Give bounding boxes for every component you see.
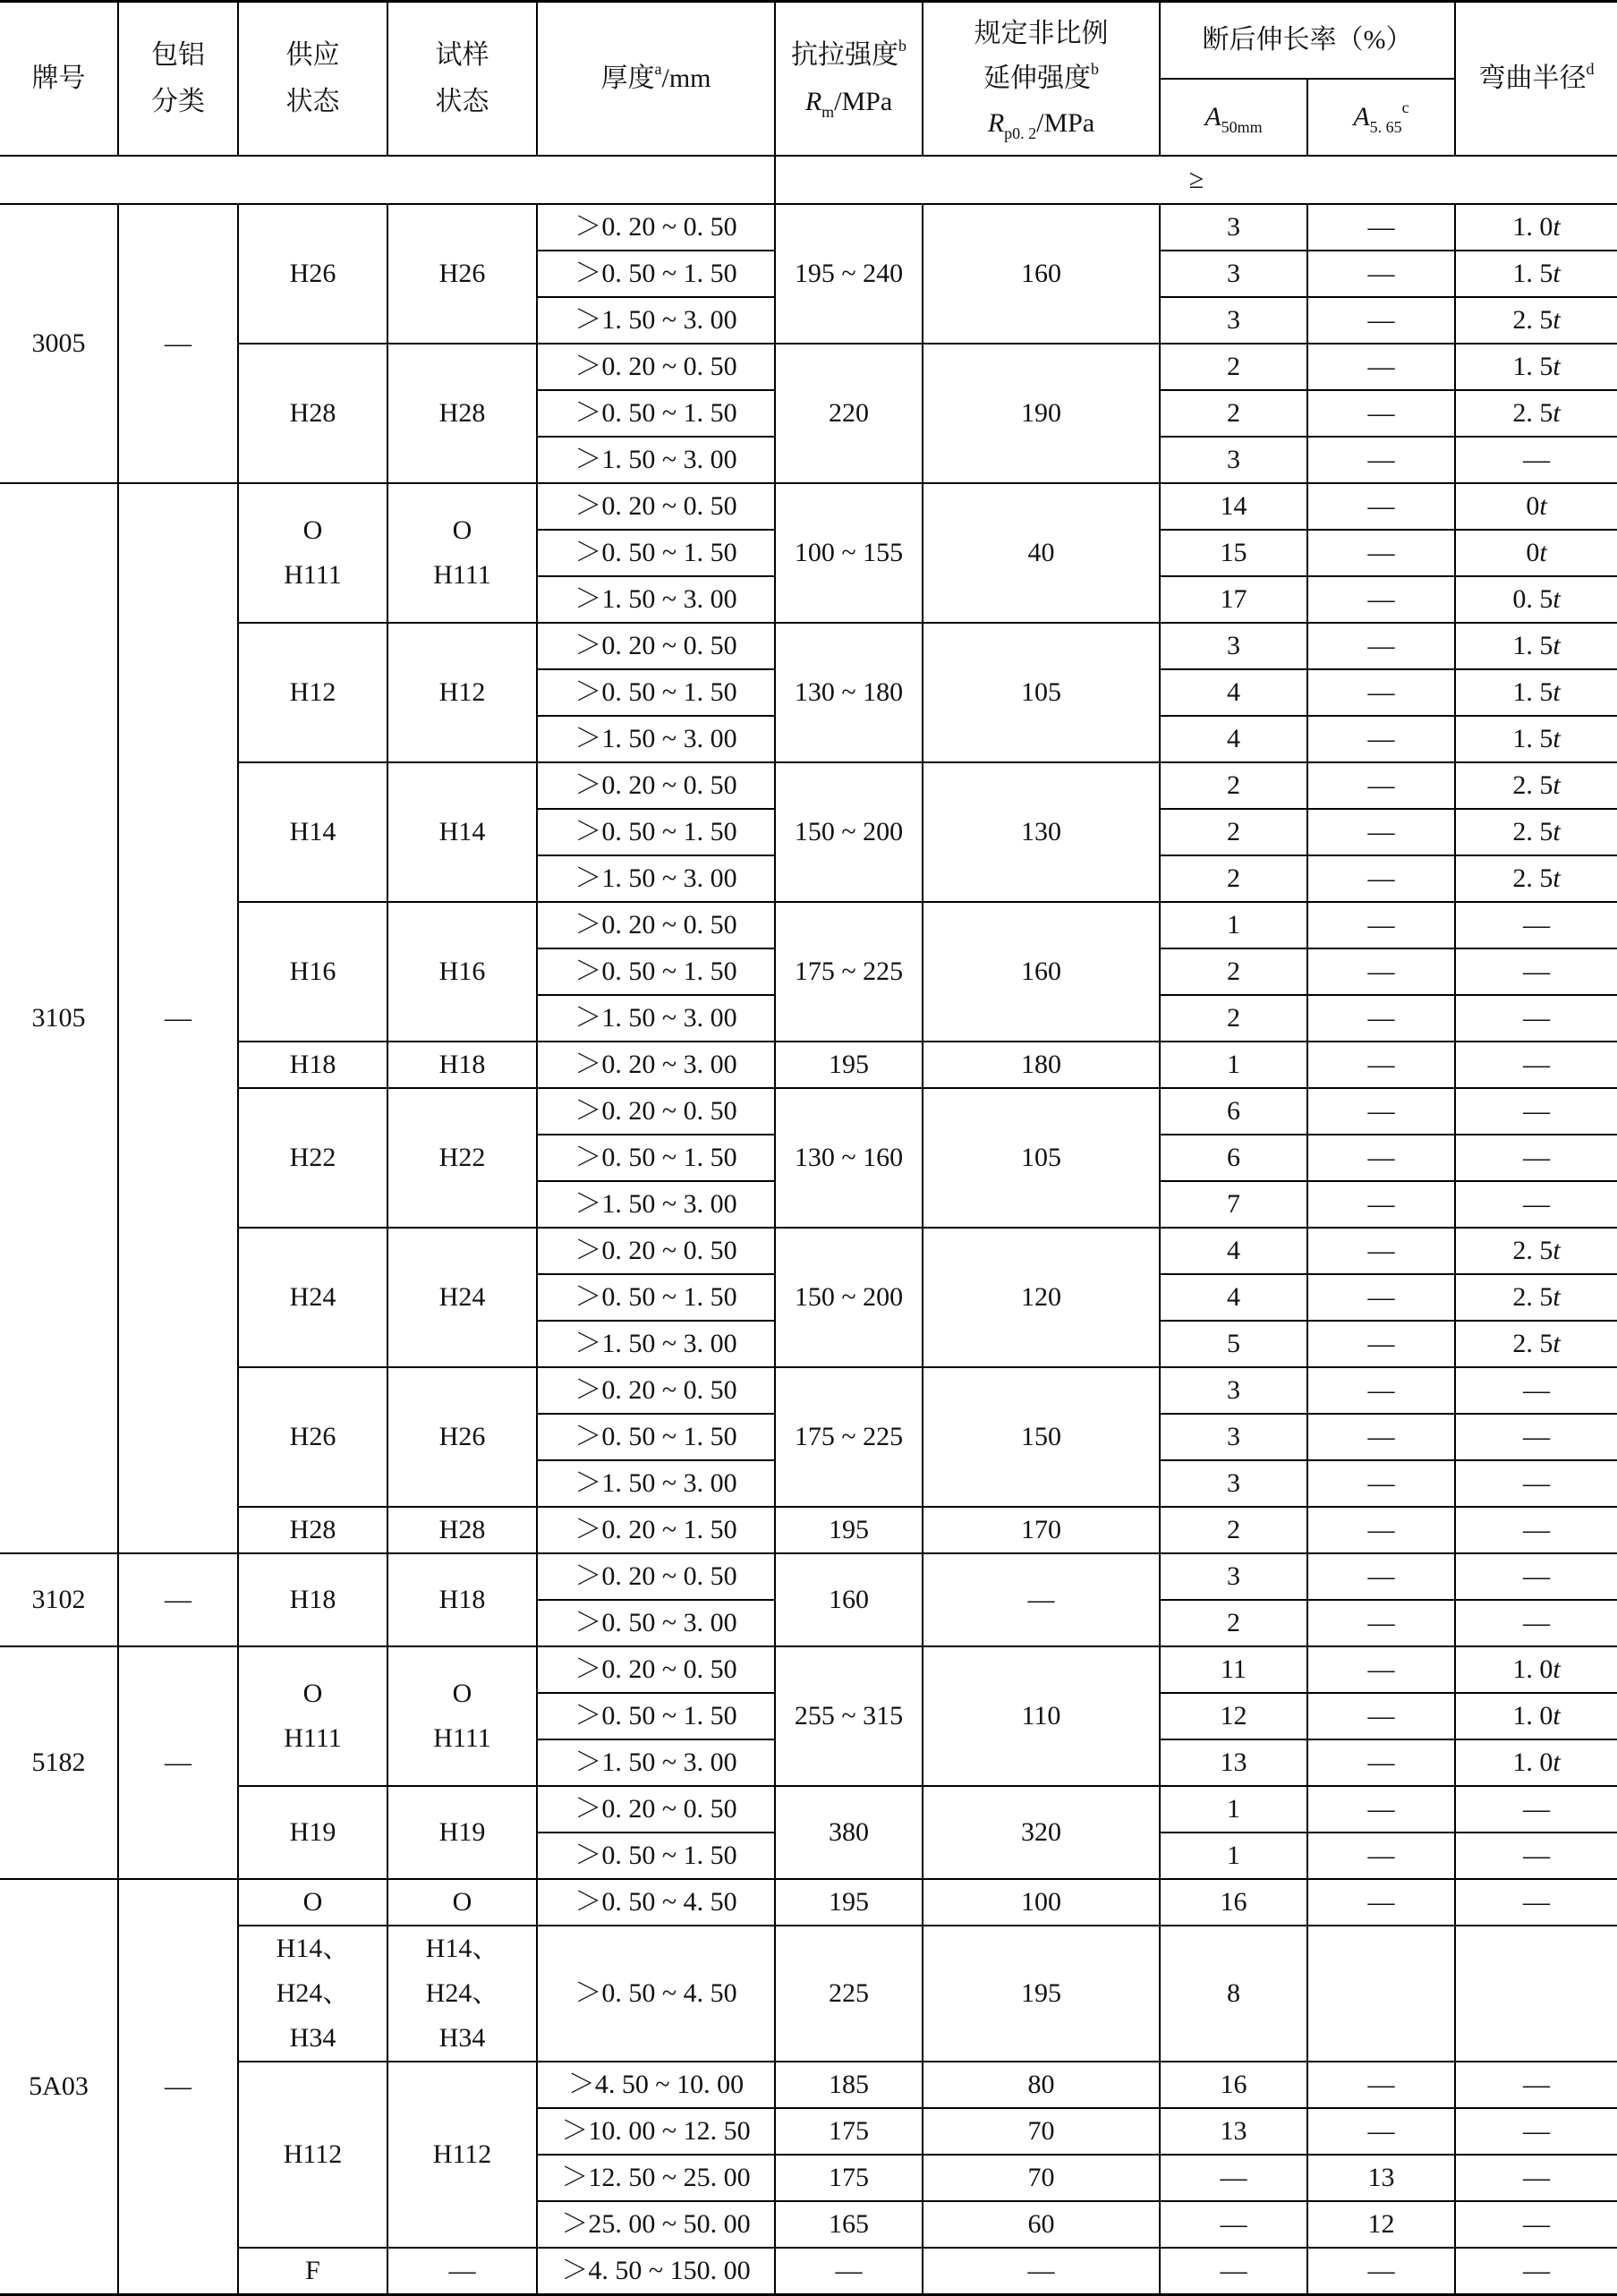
cell-bend-radius: 0t xyxy=(1455,483,1617,530)
table-body xyxy=(0,204,1617,2295)
cell-elongation-a50: — xyxy=(1160,2201,1307,2248)
header-spacer xyxy=(0,156,775,204)
cell-thickness: ＞0. 50 ~ 1. 50 xyxy=(537,1274,775,1321)
cell-elongation-a50: 14 xyxy=(1160,483,1307,530)
cell-bend-radius: — xyxy=(1455,1879,1617,1926)
cell-elongation-a50: 1 xyxy=(1160,1042,1307,1088)
cell-yield-strength: 105 xyxy=(923,1088,1160,1228)
cell-elongation-a565: — xyxy=(1307,2062,1455,2108)
cell-thickness: ＞0. 20 ~ 0. 50 xyxy=(537,762,775,809)
cell-supply-temper: H18 xyxy=(238,1553,387,1646)
cell-supply-temper: O xyxy=(238,1879,387,1926)
cell-bend-radius: — xyxy=(1455,2248,1617,2295)
cell-thickness: ＞0. 20 ~ 0. 50 xyxy=(537,1553,775,1600)
cell-elongation-a565: — xyxy=(1307,1553,1455,1600)
cell-elongation-a50: 3 xyxy=(1160,1414,1307,1460)
cell-elongation-a565: — xyxy=(1307,483,1455,530)
cell-sample-temper: H14、 H24、 H34 xyxy=(387,1926,537,2062)
cell-elongation-a565: — xyxy=(1307,2108,1455,2155)
cell-tensile-strength: 175 xyxy=(775,2155,923,2201)
cell-tensile-strength: 380 xyxy=(775,1786,923,1879)
cell-elongation-a565: — xyxy=(1307,1042,1455,1088)
cell-elongation-a565: — xyxy=(1307,995,1455,1042)
cell-thickness: ＞0. 50 ~ 4. 50 xyxy=(537,1926,775,2062)
cell-thickness: ＞4. 50 ~ 10. 00 xyxy=(537,2062,775,2108)
cell-elongation-a50: 4 xyxy=(1160,669,1307,716)
header-sample-temper: 试样 状态 xyxy=(387,2,537,157)
cell-thickness: ＞25. 00 ~ 50. 00 xyxy=(537,2201,775,2248)
cell-supply-temper: H12 xyxy=(238,623,387,762)
cell-grade: 3105 xyxy=(0,483,118,1553)
cell-sample-temper: H28 xyxy=(387,344,537,483)
cell-bend-radius: 1. 0t xyxy=(1455,204,1617,251)
cell-thickness: ＞0. 50 ~ 1. 50 xyxy=(537,948,775,995)
cell-elongation-a565: — xyxy=(1307,1786,1455,1833)
cell-bend-radius: 2. 5t xyxy=(1455,809,1617,855)
cell-elongation-a565: — xyxy=(1307,1833,1455,1879)
cell-elongation-a565: — xyxy=(1307,902,1455,948)
cell-supply-temper: H14、 H24、 H34 xyxy=(238,1926,387,2062)
header-grade: 牌号 xyxy=(0,2,118,157)
cell-elongation-a565: — xyxy=(1307,623,1455,669)
table-row xyxy=(0,204,1617,251)
cell-thickness: ＞0. 50 ~ 1. 50 xyxy=(537,1693,775,1739)
cell-bend-radius: — xyxy=(1455,995,1617,1042)
cell-elongation-a565: — xyxy=(1307,204,1455,251)
cell-elongation-a50: 3 xyxy=(1160,1553,1307,1600)
cell-elongation-a565: — xyxy=(1307,1228,1455,1274)
cell-elongation-a565: — xyxy=(1307,1274,1455,1321)
cell-bend-radius: — xyxy=(1455,2155,1617,2201)
cell-thickness: ＞1. 50 ~ 3. 00 xyxy=(537,1181,775,1228)
cell-elongation-a565: — xyxy=(1307,762,1455,809)
cell-tensile-strength: 195 xyxy=(775,1507,923,1553)
table-header xyxy=(0,2,1617,205)
cell-elongation-a565: — xyxy=(1307,1181,1455,1228)
cell-thickness: ＞1. 50 ~ 3. 00 xyxy=(537,437,775,483)
header-thickness: 厚度$^a$/mm xyxy=(537,2,775,157)
cell-elongation-a50: 6 xyxy=(1160,1088,1307,1135)
cell-supply-temper: H24 xyxy=(238,1228,387,1367)
table-row xyxy=(0,1786,1617,1833)
cell-supply-temper: H19 xyxy=(238,1786,387,1879)
cell-tensile-strength: 100 ~ 155 xyxy=(775,483,923,623)
cell-bend-radius: — xyxy=(1455,1367,1617,1414)
cell-thickness: ＞0. 50 ~ 1. 50 xyxy=(537,669,775,716)
cell-sample-temper: H18 xyxy=(387,1553,537,1646)
cell-sample-temper: H26 xyxy=(387,204,537,344)
cell-yield-strength: 60 xyxy=(923,2201,1160,2248)
table-row xyxy=(0,1367,1617,1414)
cell-elongation-a565: — xyxy=(1307,1367,1455,1414)
cell-elongation-a50: 3 xyxy=(1160,1460,1307,1507)
cell-elongation-a565: — xyxy=(1307,1693,1455,1739)
cell-elongation-a565: — xyxy=(1307,390,1455,437)
cell-elongation-a50: 7 xyxy=(1160,1181,1307,1228)
cell-bend-radius: 1. 5t xyxy=(1455,251,1617,297)
cell-tensile-strength: 175 ~ 225 xyxy=(775,1367,923,1507)
cell-thickness: ＞0. 20 ~ 0. 50 xyxy=(537,344,775,390)
cell-bend-radius xyxy=(1455,1926,1617,2062)
cell-elongation-a565: — xyxy=(1307,855,1455,902)
cell-yield-strength: — xyxy=(923,2248,1160,2295)
header-supply-temper: 供应 状态 xyxy=(238,2,387,157)
cell-elongation-a565 xyxy=(1307,1926,1455,2062)
cell-elongation-a565: — xyxy=(1307,1321,1455,1367)
cell-bend-radius: 1. 5t xyxy=(1455,716,1617,762)
cell-bend-radius: 1. 5t xyxy=(1455,669,1617,716)
cell-thickness: ＞0. 50 ~ 1. 50 xyxy=(537,1135,775,1181)
cell-sample-temper: H22 xyxy=(387,1088,537,1228)
cell-yield-strength: 190 xyxy=(923,344,1160,483)
cell-elongation-a50: 2 xyxy=(1160,948,1307,995)
table-row xyxy=(0,1553,1617,1600)
table-row xyxy=(0,1926,1617,2062)
table-row xyxy=(0,762,1617,809)
cell-bend-radius: 2. 5t xyxy=(1455,855,1617,902)
cell-grade: 5A03 xyxy=(0,1879,118,2295)
table-row xyxy=(0,1646,1617,1693)
cell-tensile-strength: 130 ~ 180 xyxy=(775,623,923,762)
cell-supply-temper: H18 xyxy=(238,1042,387,1088)
cell-supply-temper: O H111 xyxy=(238,1646,387,1786)
cell-bend-radius: — xyxy=(1455,1507,1617,1553)
cell-supply-temper: H22 xyxy=(238,1088,387,1228)
cell-thickness: ＞0. 50 ~ 1. 50 xyxy=(537,530,775,576)
header-a50: $A_{50mm}$ xyxy=(1160,79,1307,156)
cell-supply-temper: H28 xyxy=(238,344,387,483)
table-row xyxy=(0,2248,1617,2295)
cell-bend-radius: 1. 5t xyxy=(1455,623,1617,669)
cell-yield-strength: 160 xyxy=(923,902,1160,1042)
cell-bend-radius: 2. 5t xyxy=(1455,762,1617,809)
cell-thickness: ＞0. 20 ~ 0. 50 xyxy=(537,902,775,948)
table-row xyxy=(0,902,1617,948)
cell-bend-radius: 2. 5t xyxy=(1455,1321,1617,1367)
cell-elongation-a50: 5 xyxy=(1160,1321,1307,1367)
cell-thickness: ＞0. 50 ~ 1. 50 xyxy=(537,1833,775,1879)
cell-elongation-a50: 4 xyxy=(1160,1228,1307,1274)
cell-elongation-a565: — xyxy=(1307,948,1455,995)
cell-bend-radius: — xyxy=(1455,437,1617,483)
cell-thickness: ＞1. 50 ~ 3. 00 xyxy=(537,297,775,344)
cell-bend-radius: — xyxy=(1455,1042,1617,1088)
cell-thickness: ＞4. 50 ~ 150. 00 xyxy=(537,2248,775,2295)
cell-bend-radius: — xyxy=(1455,1088,1617,1135)
cell-tensile-strength: 195 ~ 240 xyxy=(775,204,923,344)
cell-elongation-a50: 2 xyxy=(1160,1507,1307,1553)
cell-elongation-a50: 11 xyxy=(1160,1646,1307,1693)
cell-elongation-a565: — xyxy=(1307,716,1455,762)
cell-elongation-a565: — xyxy=(1307,437,1455,483)
cell-elongation-a50: 1 xyxy=(1160,1833,1307,1879)
cell-bend-radius: 1. 0t xyxy=(1455,1739,1617,1786)
cell-elongation-a565: — xyxy=(1307,576,1455,623)
cell-thickness: ＞0. 20 ~ 0. 50 xyxy=(537,1646,775,1693)
cell-supply-temper: H28 xyxy=(238,1507,387,1553)
cell-supply-temper: F xyxy=(238,2248,387,2295)
cell-yield-strength: 120 xyxy=(923,1228,1160,1367)
cell-thickness: ＞0. 20 ~ 1. 50 xyxy=(537,1507,775,1553)
cell-thickness: ＞1. 50 ~ 3. 00 xyxy=(537,1321,775,1367)
cell-thickness: ＞0. 50 ~ 1. 50 xyxy=(537,809,775,855)
cell-supply-temper: H14 xyxy=(238,762,387,902)
cell-tensile-strength: 185 xyxy=(775,2062,923,2108)
table-row xyxy=(0,1088,1617,1135)
cell-elongation-a50: 2 xyxy=(1160,1600,1307,1646)
cell-elongation-a565: — xyxy=(1307,1600,1455,1646)
cell-elongation-a50: 13 xyxy=(1160,1739,1307,1786)
cell-bend-radius: — xyxy=(1455,1786,1617,1833)
cell-tensile-strength: 195 xyxy=(775,1042,923,1088)
cell-thickness: ＞0. 50 ~ 4. 50 xyxy=(537,1879,775,1926)
cell-tensile-strength: 175 xyxy=(775,2108,923,2155)
cell-tensile-strength: 195 xyxy=(775,1879,923,1926)
cell-grade: 3005 xyxy=(0,204,118,483)
cell-elongation-a565: — xyxy=(1307,297,1455,344)
cell-thickness: ＞1. 50 ~ 3. 00 xyxy=(537,1739,775,1786)
cell-sample-temper: H19 xyxy=(387,1786,537,1879)
cell-yield-strength: 170 xyxy=(923,1507,1160,1553)
cell-bend-radius: — xyxy=(1455,1414,1617,1460)
cell-supply-temper: H16 xyxy=(238,902,387,1042)
cell-yield-strength: 100 xyxy=(923,1879,1160,1926)
cell-bend-radius: 2. 5t xyxy=(1455,1274,1617,1321)
cell-thickness: ＞0. 50 ~ 3. 00 xyxy=(537,1600,775,1646)
cell-thickness: ＞12. 50 ~ 25. 00 xyxy=(537,2155,775,2201)
cell-elongation-a50: 6 xyxy=(1160,1135,1307,1181)
cell-cladding: — xyxy=(118,1646,238,1879)
cell-elongation-a565: — xyxy=(1307,1460,1455,1507)
cell-bend-radius: — xyxy=(1455,1600,1617,1646)
table-row xyxy=(0,623,1617,669)
cell-elongation-a565: — xyxy=(1307,1414,1455,1460)
cell-sample-temper: H16 xyxy=(387,902,537,1042)
cell-bend-radius: 1. 0t xyxy=(1455,1646,1617,1693)
table-row xyxy=(0,1228,1617,1274)
cell-elongation-a565: — xyxy=(1307,1879,1455,1926)
cell-thickness: ＞0. 20 ~ 0. 50 xyxy=(537,1786,775,1833)
cell-yield-strength: 105 xyxy=(923,623,1160,762)
cell-bend-radius: — xyxy=(1455,2062,1617,2108)
cell-elongation-a50: 12 xyxy=(1160,1693,1307,1739)
cell-elongation-a50: 3 xyxy=(1160,297,1307,344)
cell-thickness: ＞0. 50 ~ 1. 50 xyxy=(537,251,775,297)
cell-elongation-a50: 16 xyxy=(1160,1879,1307,1926)
cell-thickness: ＞0. 20 ~ 3. 00 xyxy=(537,1042,775,1088)
cell-tensile-strength: 175 ~ 225 xyxy=(775,902,923,1042)
cell-grade: 3102 xyxy=(0,1553,118,1646)
cell-elongation-a565: — xyxy=(1307,2248,1455,2295)
cell-tensile-strength: — xyxy=(775,2248,923,2295)
table-row xyxy=(0,2062,1617,2108)
cell-tensile-strength: 150 ~ 200 xyxy=(775,1228,923,1367)
cell-bend-radius: — xyxy=(1455,902,1617,948)
cell-yield-strength: 160 xyxy=(923,204,1160,344)
header-cladding: 包铝 分类 xyxy=(118,2,238,157)
cell-tensile-strength: 225 xyxy=(775,1926,923,2062)
cell-elongation-a50: 3 xyxy=(1160,623,1307,669)
cell-elongation-a50: 2 xyxy=(1160,809,1307,855)
cell-elongation-a565: — xyxy=(1307,669,1455,716)
cell-elongation-a50: 2 xyxy=(1160,762,1307,809)
cell-cladding: — xyxy=(118,1553,238,1646)
cell-yield-strength: 130 xyxy=(923,762,1160,902)
header-a565: $A_{5. 65}^c$ xyxy=(1307,79,1455,156)
cell-cladding: — xyxy=(118,204,238,483)
cell-thickness: ＞1. 50 ~ 3. 00 xyxy=(537,716,775,762)
header-tensile-strength: 抗拉强度$^b$ $R_m$/MPa xyxy=(775,2,923,157)
cell-elongation-a50: 8 xyxy=(1160,1926,1307,2062)
cell-elongation-a50: 3 xyxy=(1160,1367,1307,1414)
cell-elongation-a50: 3 xyxy=(1160,251,1307,297)
cell-thickness: ＞0. 50 ~ 1. 50 xyxy=(537,1414,775,1460)
cell-elongation-a565: — xyxy=(1307,1507,1455,1553)
cell-sample-temper: H28 xyxy=(387,1507,537,1553)
cell-bend-radius: — xyxy=(1455,1135,1617,1181)
cell-tensile-strength: 130 ~ 160 xyxy=(775,1088,923,1228)
cell-tensile-strength: 255 ~ 315 xyxy=(775,1646,923,1786)
cell-elongation-a565: 13 xyxy=(1307,2155,1455,2201)
cell-yield-strength: 40 xyxy=(923,483,1160,623)
cell-elongation-a565: — xyxy=(1307,1646,1455,1693)
cell-yield-strength: — xyxy=(923,1553,1160,1646)
cell-bend-radius: 0. 5t xyxy=(1455,576,1617,623)
cell-elongation-a50: 3 xyxy=(1160,437,1307,483)
cell-sample-temper: H18 xyxy=(387,1042,537,1088)
cell-thickness: ＞0. 20 ~ 0. 50 xyxy=(537,623,775,669)
cell-elongation-a50: 4 xyxy=(1160,1274,1307,1321)
cell-elongation-a565: — xyxy=(1307,1088,1455,1135)
cell-bend-radius: — xyxy=(1455,1833,1617,1879)
cell-thickness: ＞1. 50 ~ 3. 00 xyxy=(537,855,775,902)
cell-thickness: ＞1. 50 ~ 3. 00 xyxy=(537,1460,775,1507)
cell-sample-temper: O H111 xyxy=(387,483,537,623)
header-elongation: 断后伸长率（%） xyxy=(1160,2,1455,80)
cell-bend-radius: 1. 0t xyxy=(1455,1693,1617,1739)
cell-elongation-a50: — xyxy=(1160,2155,1307,2201)
cell-bend-radius: — xyxy=(1455,948,1617,995)
cell-elongation-a565: — xyxy=(1307,251,1455,297)
cell-yield-strength: 150 xyxy=(923,1367,1160,1507)
cell-elongation-a565: 12 xyxy=(1307,2201,1455,2248)
cell-sample-temper: H112 xyxy=(387,2062,537,2248)
cell-yield-strength: 70 xyxy=(923,2155,1160,2201)
cell-sample-temper: — xyxy=(387,2248,537,2295)
cell-elongation-a50: 15 xyxy=(1160,530,1307,576)
cell-elongation-a50: 3 xyxy=(1160,204,1307,251)
header-yield-strength: 规定非比例 延伸强度$^b$ $R_{p0. 2}$/MPa xyxy=(923,2,1160,157)
cell-elongation-a565: — xyxy=(1307,1739,1455,1786)
cell-sample-temper: H26 xyxy=(387,1367,537,1507)
cell-sample-temper: O xyxy=(387,1879,537,1926)
cell-elongation-a50: 2 xyxy=(1160,995,1307,1042)
cell-bend-radius: 2. 5t xyxy=(1455,297,1617,344)
table-row xyxy=(0,344,1617,390)
cell-tensile-strength: 150 ~ 200 xyxy=(775,762,923,902)
cell-elongation-a565: — xyxy=(1307,530,1455,576)
cell-thickness: ＞0. 20 ~ 0. 50 xyxy=(537,483,775,530)
cell-bend-radius: 2. 5t xyxy=(1455,390,1617,437)
cell-sample-temper: O H111 xyxy=(387,1646,537,1786)
cell-tensile-strength: 220 xyxy=(775,344,923,483)
cell-elongation-a50: 17 xyxy=(1160,576,1307,623)
cell-supply-temper: H26 xyxy=(238,1367,387,1507)
cell-cladding: — xyxy=(118,483,238,1553)
cell-elongation-a50: 2 xyxy=(1160,344,1307,390)
cell-yield-strength: 70 xyxy=(923,2108,1160,2155)
cell-elongation-a50: 2 xyxy=(1160,855,1307,902)
cell-elongation-a565: — xyxy=(1307,344,1455,390)
cell-bend-radius: 0t xyxy=(1455,530,1617,576)
cell-grade: 5182 xyxy=(0,1646,118,1879)
cell-supply-temper: H26 xyxy=(238,204,387,344)
cell-yield-strength: 80 xyxy=(923,2062,1160,2108)
cell-thickness: ＞0. 20 ~ 0. 50 xyxy=(537,1228,775,1274)
table-row xyxy=(0,1042,1617,1088)
cell-thickness: ＞1. 50 ~ 3. 00 xyxy=(537,995,775,1042)
cell-yield-strength: 195 xyxy=(923,1926,1160,2062)
cell-elongation-a50: — xyxy=(1160,2248,1307,2295)
cell-supply-temper: O H111 xyxy=(238,483,387,623)
cell-yield-strength: 320 xyxy=(923,1786,1160,1879)
cell-bend-radius: — xyxy=(1455,1460,1617,1507)
cell-thickness: ＞10. 00 ~ 12. 50 xyxy=(537,2108,775,2155)
cell-tensile-strength: 160 xyxy=(775,1553,923,1646)
cell-sample-temper: H24 xyxy=(387,1228,537,1367)
cell-thickness: ＞1. 50 ~ 3. 00 xyxy=(537,576,775,623)
cell-bend-radius: — xyxy=(1455,2108,1617,2155)
cell-bend-radius: — xyxy=(1455,2201,1617,2248)
cell-elongation-a50: 4 xyxy=(1160,716,1307,762)
cell-elongation-a50: 2 xyxy=(1160,390,1307,437)
table-row xyxy=(0,483,1617,530)
header-bend-radius: 弯曲半径$^d$ xyxy=(1455,2,1617,157)
cell-bend-radius: 2. 5t xyxy=(1455,1228,1617,1274)
cell-cladding: — xyxy=(118,1879,238,2295)
cell-thickness: ＞0. 20 ~ 0. 50 xyxy=(537,1088,775,1135)
cell-elongation-a50: 1 xyxy=(1160,1786,1307,1833)
cell-bend-radius: — xyxy=(1455,1553,1617,1600)
cell-elongation-a50: 1 xyxy=(1160,902,1307,948)
table-row xyxy=(0,1507,1617,1553)
table-row xyxy=(0,1879,1617,1926)
cell-supply-temper: H112 xyxy=(238,2062,387,2248)
cell-elongation-a50: 16 xyxy=(1160,2062,1307,2108)
cell-bend-radius: 1. 5t xyxy=(1455,344,1617,390)
cell-elongation-a565: — xyxy=(1307,809,1455,855)
cell-elongation-a50: 13 xyxy=(1160,2108,1307,2155)
cell-yield-strength: 110 xyxy=(923,1646,1160,1786)
cell-sample-temper: H12 xyxy=(387,623,537,762)
cell-bend-radius: — xyxy=(1455,1181,1617,1228)
cell-thickness: ＞0. 20 ~ 0. 50 xyxy=(537,1367,775,1414)
cell-thickness: ＞0. 50 ~ 1. 50 xyxy=(537,390,775,437)
cell-tensile-strength: 165 xyxy=(775,2201,923,2248)
cell-elongation-a565: — xyxy=(1307,1135,1455,1181)
cell-thickness: ＞0. 20 ~ 0. 50 xyxy=(537,204,775,251)
cell-sample-temper: H14 xyxy=(387,762,537,902)
header-min-symbol: ≥ xyxy=(775,156,1617,204)
cell-yield-strength: 180 xyxy=(923,1042,1160,1088)
